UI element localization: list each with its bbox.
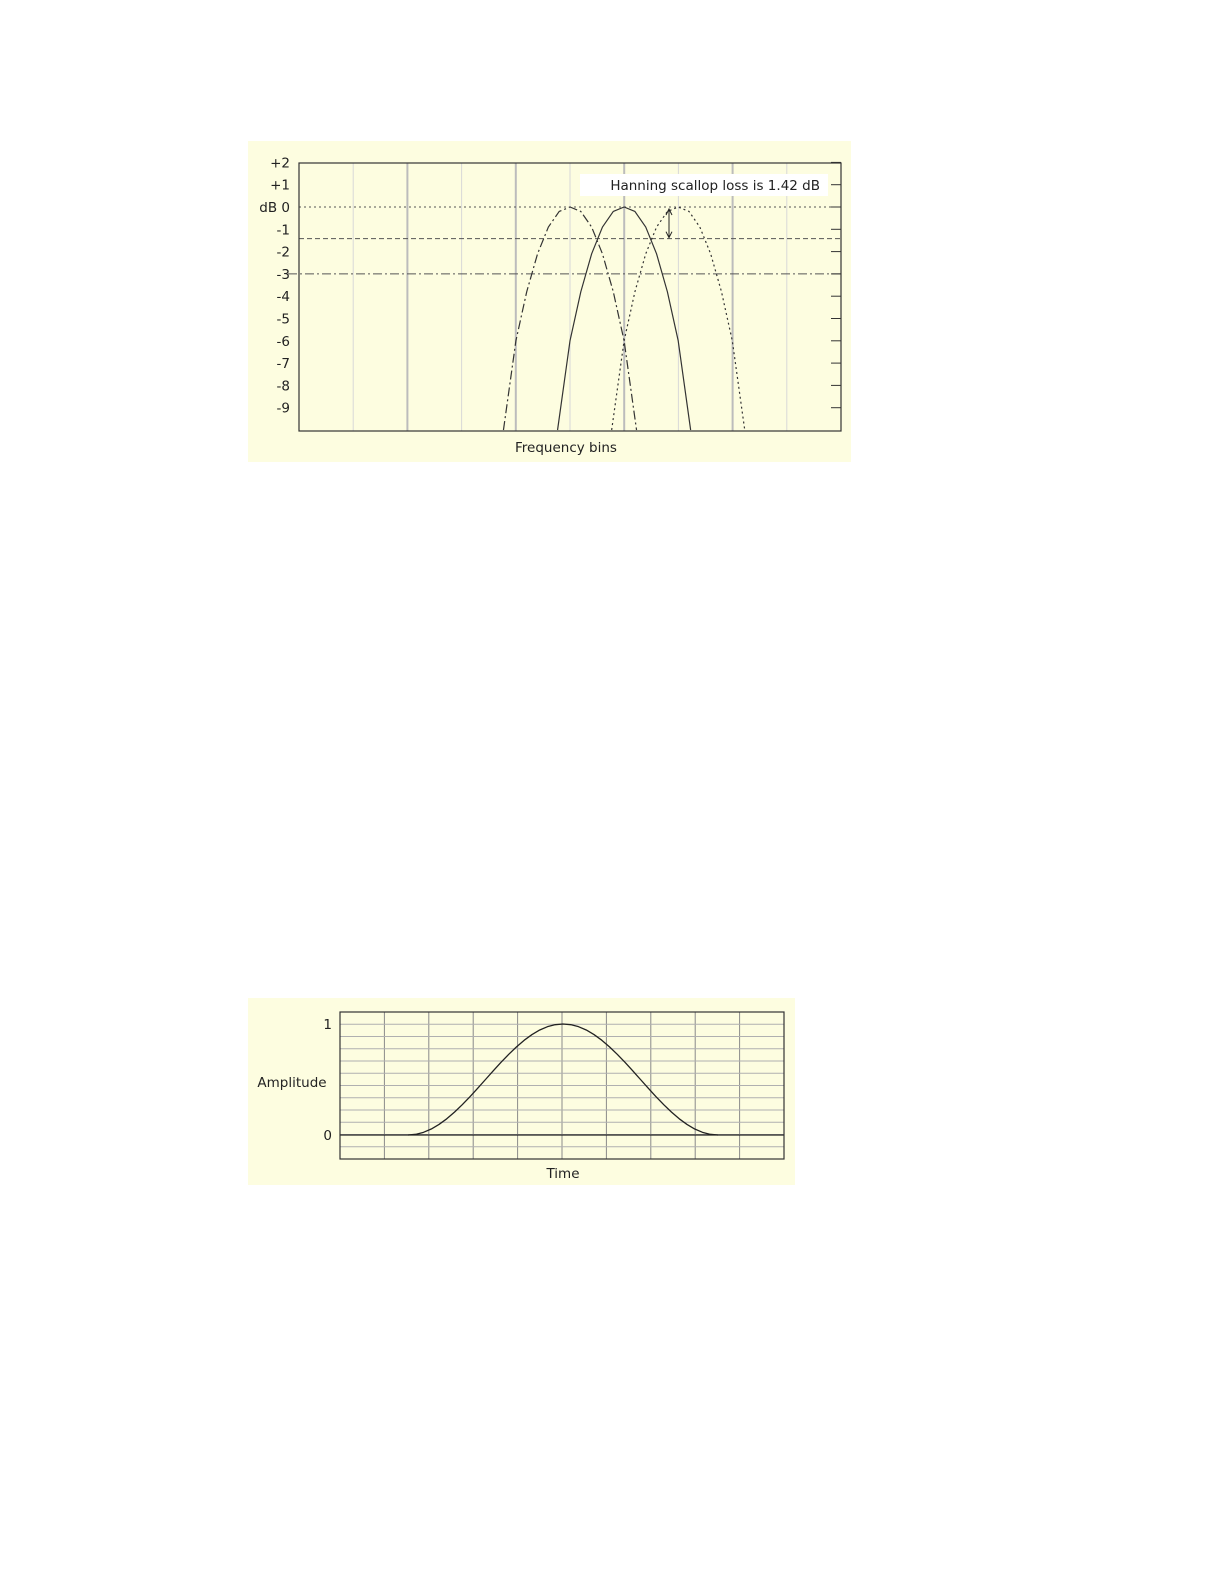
y-axis-label: Amplitude: [257, 1075, 327, 1091]
x-axis-label: Frequency bins: [515, 440, 617, 456]
x-axis-label: Time: [546, 1166, 580, 1182]
y-tick-label: -4: [276, 289, 290, 306]
y-tick-label: 1: [323, 1017, 332, 1033]
y-tick-label: +1: [270, 177, 290, 194]
hanning-window-curve: [408, 1024, 718, 1135]
y-tick-label: -2: [276, 244, 290, 261]
y-tick-label: -8: [276, 378, 290, 395]
scallop-loss-chart: [248, 141, 851, 462]
y-tick-label: -5: [276, 311, 290, 328]
hanning-window-chart-svg: [248, 998, 795, 1185]
y-tick-label: +2: [270, 155, 290, 172]
hanning-window-chart: [248, 998, 795, 1185]
y-tick-label: -6: [276, 333, 290, 350]
y-tick-label: -1: [276, 222, 290, 239]
y-tick-label: -9: [276, 400, 290, 417]
scallop-loss-chart-svg: [248, 141, 851, 462]
scallop-loss-annotation: Hanning scallop loss is 1.42 dB: [610, 178, 820, 194]
y-tick-label: dB 0: [259, 200, 290, 216]
y-tick-label: -7: [276, 356, 290, 373]
y-tick-label: 0: [323, 1128, 332, 1144]
y-tick-label: -3: [276, 266, 290, 283]
